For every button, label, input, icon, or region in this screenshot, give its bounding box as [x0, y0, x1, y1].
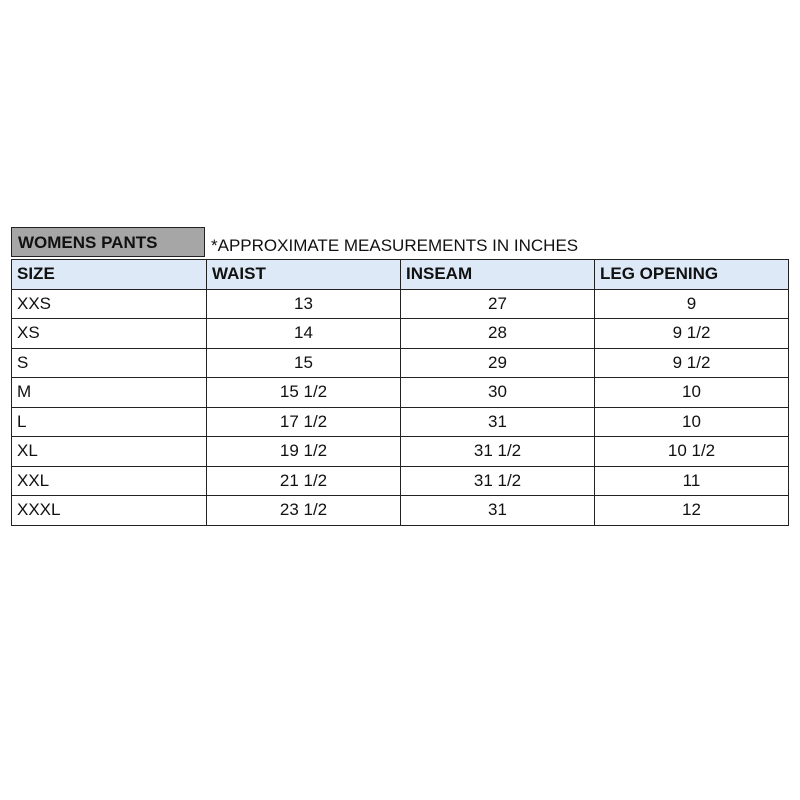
waist-cell: 19 1/2	[207, 437, 401, 467]
waist-cell: 13	[207, 289, 401, 319]
size-cell: XS	[12, 319, 207, 349]
inseam-cell: 30	[401, 378, 595, 408]
measurement-note: *APPROXIMATE MEASUREMENTS IN INCHES	[211, 236, 579, 255]
leg-opening-cell: 10	[595, 407, 789, 437]
table-title: WOMENS PANTS	[11, 227, 205, 257]
inseam-cell: 27	[401, 289, 595, 319]
column-header-waist: WAIST	[207, 260, 401, 290]
size-cell: L	[12, 407, 207, 437]
leg-opening-cell: 10	[595, 378, 789, 408]
table-row	[12, 289, 789, 319]
size-chart	[11, 227, 788, 526]
waist-cell: 15 1/2	[207, 378, 401, 408]
title-row	[11, 227, 788, 259]
waist-cell: 15	[207, 348, 401, 378]
inseam-cell: 31	[401, 496, 595, 526]
size-cell: M	[12, 378, 207, 408]
table-row	[12, 437, 789, 467]
table-row	[12, 348, 789, 378]
table-row	[12, 319, 789, 349]
column-header-leg-opening: LEG OPENING	[595, 260, 789, 290]
size-table	[11, 259, 789, 526]
column-header-inseam: INSEAM	[401, 260, 595, 290]
table-row	[12, 466, 789, 496]
leg-opening-cell: 9 1/2	[595, 319, 789, 349]
inseam-cell: 31	[401, 407, 595, 437]
size-cell: S	[12, 348, 207, 378]
size-cell: XXL	[12, 466, 207, 496]
waist-cell: 17 1/2	[207, 407, 401, 437]
leg-opening-cell: 10 1/2	[595, 437, 789, 467]
leg-opening-cell: 9 1/2	[595, 348, 789, 378]
inseam-cell: 29	[401, 348, 595, 378]
leg-opening-cell: 9	[595, 289, 789, 319]
waist-cell: 23 1/2	[207, 496, 401, 526]
waist-cell: 14	[207, 319, 401, 349]
inseam-cell: 31 1/2	[401, 466, 595, 496]
size-cell: XXS	[12, 289, 207, 319]
waist-cell: 21 1/2	[207, 466, 401, 496]
inseam-cell: 28	[401, 319, 595, 349]
column-header-size: SIZE	[12, 260, 207, 290]
leg-opening-cell: 12	[595, 496, 789, 526]
size-cell: XXXL	[12, 496, 207, 526]
leg-opening-cell: 11	[595, 466, 789, 496]
header-row	[12, 260, 789, 290]
table-row	[12, 378, 789, 408]
inseam-cell: 31 1/2	[401, 437, 595, 467]
table-row	[12, 407, 789, 437]
table-row	[12, 496, 789, 526]
size-cell: XL	[12, 437, 207, 467]
